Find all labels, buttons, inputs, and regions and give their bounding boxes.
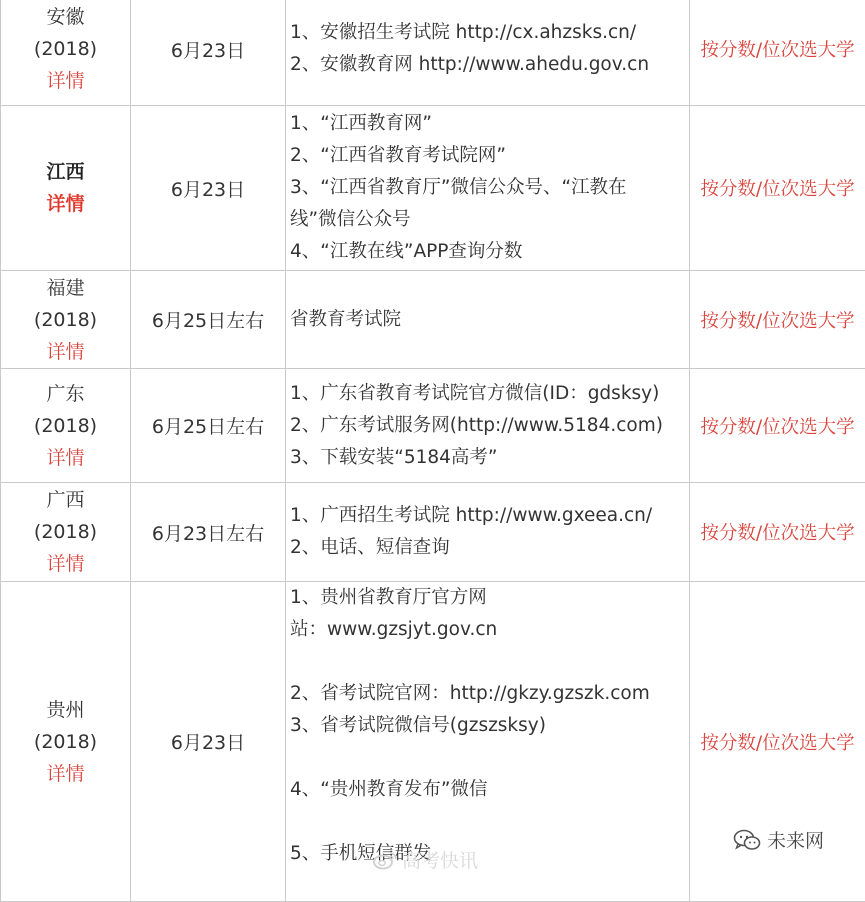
release-date: 6月23日左右	[131, 483, 286, 582]
details-link[interactable]: 详情	[1, 65, 130, 97]
method-line: 1、贵州省教育厅官方网	[290, 582, 689, 614]
method-line: 5、手机短信群发	[290, 838, 689, 870]
method-line: 省教育考试院	[290, 304, 689, 336]
province-name: 贵州	[1, 694, 130, 726]
province-cell	[1, 483, 131, 582]
method-line: 2、广东考试服务网(http://www.5184.com)	[290, 410, 689, 442]
query-methods	[286, 0, 690, 106]
details-link[interactable]: 详情	[1, 548, 130, 580]
query-methods	[286, 369, 690, 483]
table-row	[1, 369, 865, 483]
method-line: 3、下载安装“5184高考”	[290, 442, 689, 474]
release-date: 6月23日	[131, 106, 286, 271]
details-link[interactable]: 详情	[1, 442, 130, 474]
method-line: 1、“江西教育网”	[290, 108, 689, 140]
blank-line	[290, 646, 689, 678]
method-line: 2、“江西省教育考试院网”	[290, 140, 689, 172]
method-line: 3、省考试院微信号(gzszsksy)	[290, 710, 689, 742]
blank-line	[290, 806, 689, 838]
province-name: 安徽	[1, 1, 130, 33]
release-date: 6月23日	[131, 0, 286, 106]
release-date: 6月25日左右	[131, 271, 286, 369]
province-cell	[1, 271, 131, 369]
details-link[interactable]: 详情	[1, 188, 130, 220]
method-line: 4、“贵州教育发布”微信	[290, 774, 689, 806]
province-year: (2018)	[1, 33, 130, 65]
table-row	[1, 106, 865, 271]
province-name: 福建	[1, 272, 130, 304]
wechat-watermark-text: 未来网	[767, 826, 824, 853]
province-name: 广西	[1, 484, 130, 516]
choose-university-link[interactable]: 按分数/位次选大学	[690, 106, 865, 271]
query-methods	[286, 582, 690, 902]
table-row	[1, 271, 865, 369]
province-year: (2018)	[1, 516, 130, 548]
province-year: (2018)	[1, 410, 130, 442]
method-line: 1、广西招生考试院 http://www.gxeea.cn/	[290, 500, 689, 532]
province-name: 广东	[1, 378, 130, 410]
wechat-icon	[733, 829, 761, 851]
blank-line	[290, 742, 689, 774]
release-date: 6月23日	[131, 582, 286, 902]
query-methods	[286, 483, 690, 582]
province-cell	[1, 106, 131, 271]
province-year: (2018)	[1, 304, 130, 336]
table-row	[1, 483, 865, 582]
province-cell	[1, 369, 131, 483]
method-line: 线”微信公众号	[290, 204, 689, 236]
choose-university-link[interactable]: 按分数/位次选大学	[690, 369, 865, 483]
method-line: 2、安徽教育网 http://www.ahedu.gov.cn	[290, 49, 689, 81]
method-line: 4、“江教在线”APP查询分数	[290, 236, 689, 268]
choose-university-link[interactable]: 按分数/位次选大学	[690, 483, 865, 582]
province-name: 江西	[1, 156, 130, 188]
method-line: 1、广东省教育考试院官方微信(ID：gdsksy)	[290, 378, 689, 410]
query-methods	[286, 271, 690, 369]
table-row	[1, 0, 865, 106]
query-methods	[286, 106, 690, 271]
choose-university-link[interactable]: 按分数/位次选大学	[690, 0, 865, 106]
province-cell	[1, 0, 131, 106]
wechat-watermark	[733, 826, 824, 853]
province-year: (2018)	[1, 726, 130, 758]
choose-university-link[interactable]: 按分数/位次选大学	[690, 582, 865, 902]
release-date: 6月25日左右	[131, 369, 286, 483]
choose-university-link[interactable]: 按分数/位次选大学	[690, 271, 865, 369]
province-cell	[1, 582, 131, 902]
method-line: 2、省考试院官网：http://gkzy.gzszk.com	[290, 678, 689, 710]
weibo-icon	[372, 850, 398, 870]
method-line: 2、电话、短信查询	[290, 532, 689, 564]
details-link[interactable]: 详情	[1, 758, 130, 790]
method-line: 3、“江西省教育厅”微信公众号、“江教在	[290, 172, 689, 204]
weibo-watermark-text: 高考快讯	[402, 846, 478, 873]
method-line: 1、安徽招生考试院 http://cx.ahzsks.cn/	[290, 17, 689, 49]
method-line: 站：www.gzsjyt.gov.cn	[290, 614, 689, 646]
details-link[interactable]: 详情	[1, 336, 130, 368]
weibo-watermark	[372, 846, 478, 873]
